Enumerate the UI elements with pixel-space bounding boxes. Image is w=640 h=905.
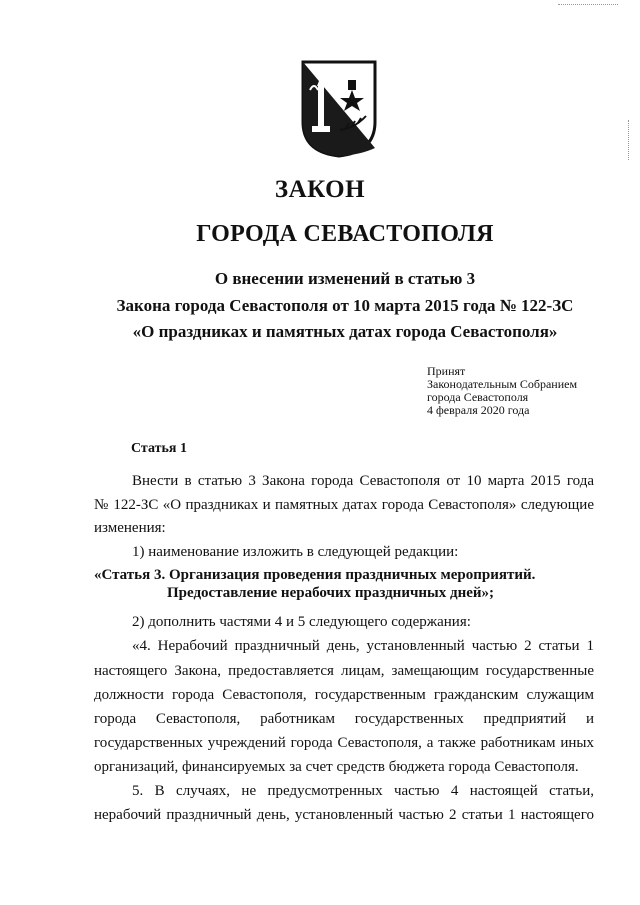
body-line: организаций, финансируемых за счет средств бюджета города Севастополя. xyxy=(94,759,579,775)
body-line: «Статья 3. Организация проведения праздничных мероприятий. xyxy=(94,567,536,583)
scan-mark xyxy=(558,4,618,6)
law-subtitle-line: «О праздниках и памятных датах города Севастополя» xyxy=(132,322,558,341)
adoption-note xyxy=(427,365,627,417)
body-line: 1) наименование изложить в следующей редакции: xyxy=(132,544,459,560)
sevastopol-coat-of-arms-icon xyxy=(300,60,378,158)
scan-mark xyxy=(628,120,631,160)
body-line: 5. В случаях, не предусмотренных частью 4 настоящей статьи, xyxy=(132,783,594,799)
body-line: государственных учреждений города Севастополя, а также работникам иных xyxy=(94,735,594,751)
body-line: Внести в статью 3 Закона города Севастополя от 10 марта 2015 года xyxy=(132,473,594,489)
body-line: Предоставление нерабочих праздничных дней»; xyxy=(167,585,495,601)
body-line: города Севастополя, работникам государственных предприятий и xyxy=(94,711,594,727)
body-line: настоящего Закона, предоставляется лицам, замещающим государственные xyxy=(94,663,594,679)
law-title: ЗАКОН xyxy=(274,176,366,203)
body-line: № 122-ЗС «О праздниках и памятных датах города Севастополя» следующие xyxy=(94,497,594,513)
article-heading: Статья 1 xyxy=(131,441,187,456)
law-issuer: ГОРОДА СЕВАСТОПОЛЯ xyxy=(196,221,494,247)
law-subtitle-line: Закона города Севастополя от 10 марта 2015 года № 122-ЗС xyxy=(116,296,574,315)
body-line: должности города Севастополя, государственным гражданским служащим xyxy=(94,687,594,703)
adoption-date: 4 февраля 2020 года xyxy=(427,403,530,417)
law-subtitle-line: О внесении изменений в статью 3 xyxy=(214,269,476,288)
body-line: нерабочий праздничный день, установленный частью 2 статьи 1 настоящего xyxy=(94,807,594,823)
body-line: «4. Нерабочий праздничный день, установленный частью 2 статьи 1 xyxy=(132,638,594,654)
body-line: 2) дополнить частями 4 и 5 следующего содержания: xyxy=(132,614,471,630)
adoption-line: Принят xyxy=(427,364,466,378)
adoption-line: Законодательным Собранием xyxy=(427,377,578,391)
adoption-line: города Севастополя xyxy=(427,390,529,404)
body-line: изменения: xyxy=(94,520,166,536)
